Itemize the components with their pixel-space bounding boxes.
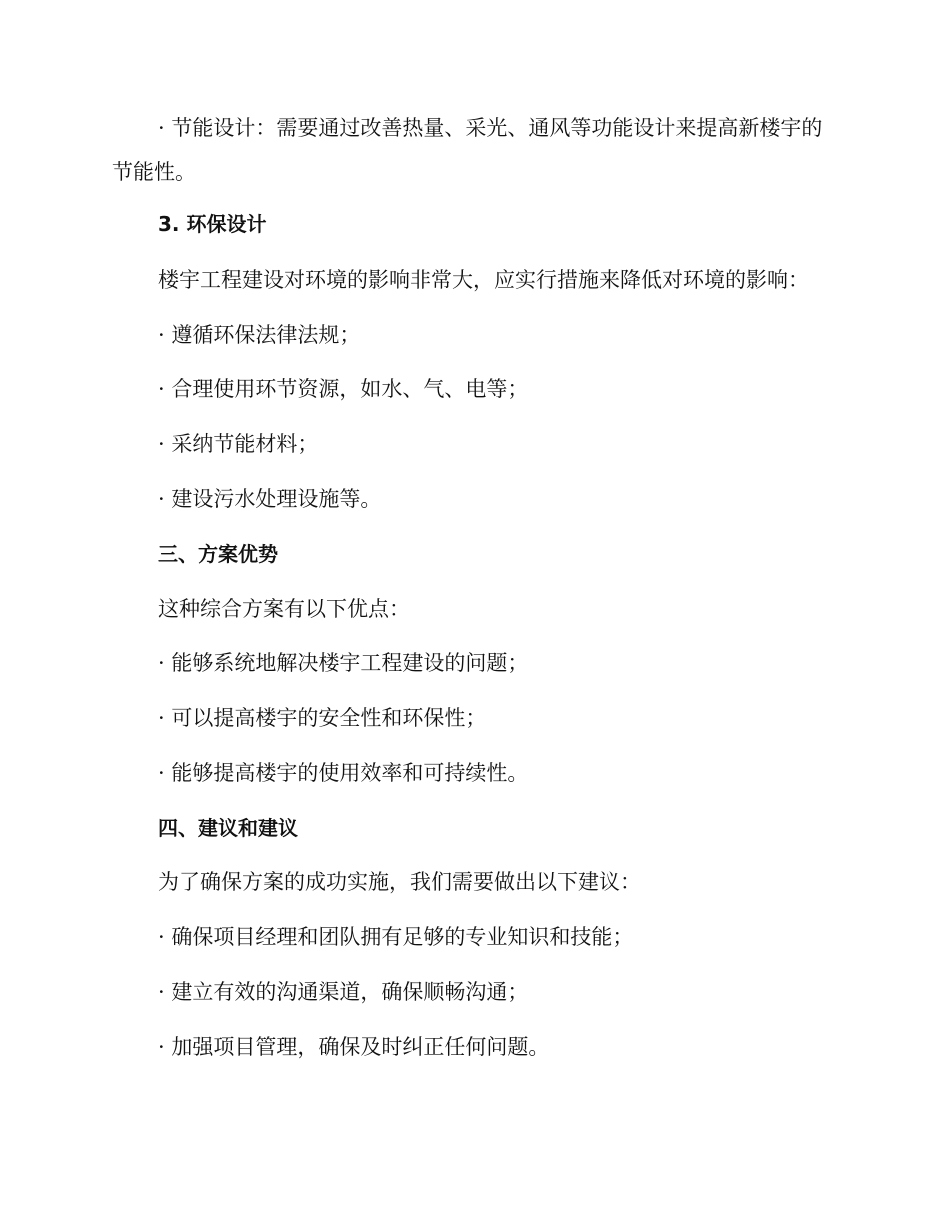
bullet-follow-regulations: · 遵循环保法律法规；: [158, 323, 361, 347]
paragraph-suggestions-intro: 为了确保方案的成功实施，我们需要做出以下建议：: [158, 870, 641, 894]
bullet-project-management: · 加强项目管理，确保及时纠正任何问题。: [158, 1035, 550, 1059]
heading-plan-advantages: 三、方案优势: [158, 542, 278, 566]
bullet-energy-saving-design: · 节能设计：需要通过改善热量、采光、通风等功能设计来提高新楼宇的节能性。: [112, 116, 823, 184]
bullet-communication: · 建立有效的沟通渠道，确保顺畅沟通；: [158, 980, 529, 1004]
bullet-systematic-solution: · 能够系统地解决楼宇工程建设的问题；: [158, 651, 529, 675]
heading-suggestions: 四、建议和建议: [158, 816, 298, 840]
bullet-sewage-facilities: · 建设污水处理设施等。: [158, 487, 382, 511]
heading-environmental-design: 3. 环保设计: [158, 212, 267, 236]
bullet-efficiency-sustainability: · 能够提高楼宇的使用效率和可持续性。: [158, 761, 529, 785]
bullet-safety-environment: · 可以提高楼宇的安全性和环保性；: [158, 706, 487, 730]
paragraph-environmental-intro: 楼宇工程建设对环境的影响非常大，应实行措施来降低对环境的影响：: [158, 268, 809, 292]
bullet-energy-materials: · 采纳节能材料；: [158, 432, 319, 456]
bullet-resource-use: · 合理使用环节资源，如水、气、电等；: [158, 377, 529, 401]
bullet-team-skills: · 确保项目经理和团队拥有足够的专业知识和技能；: [158, 925, 634, 949]
paragraph-advantages-intro: 这种综合方案有以下优点：: [158, 597, 410, 621]
